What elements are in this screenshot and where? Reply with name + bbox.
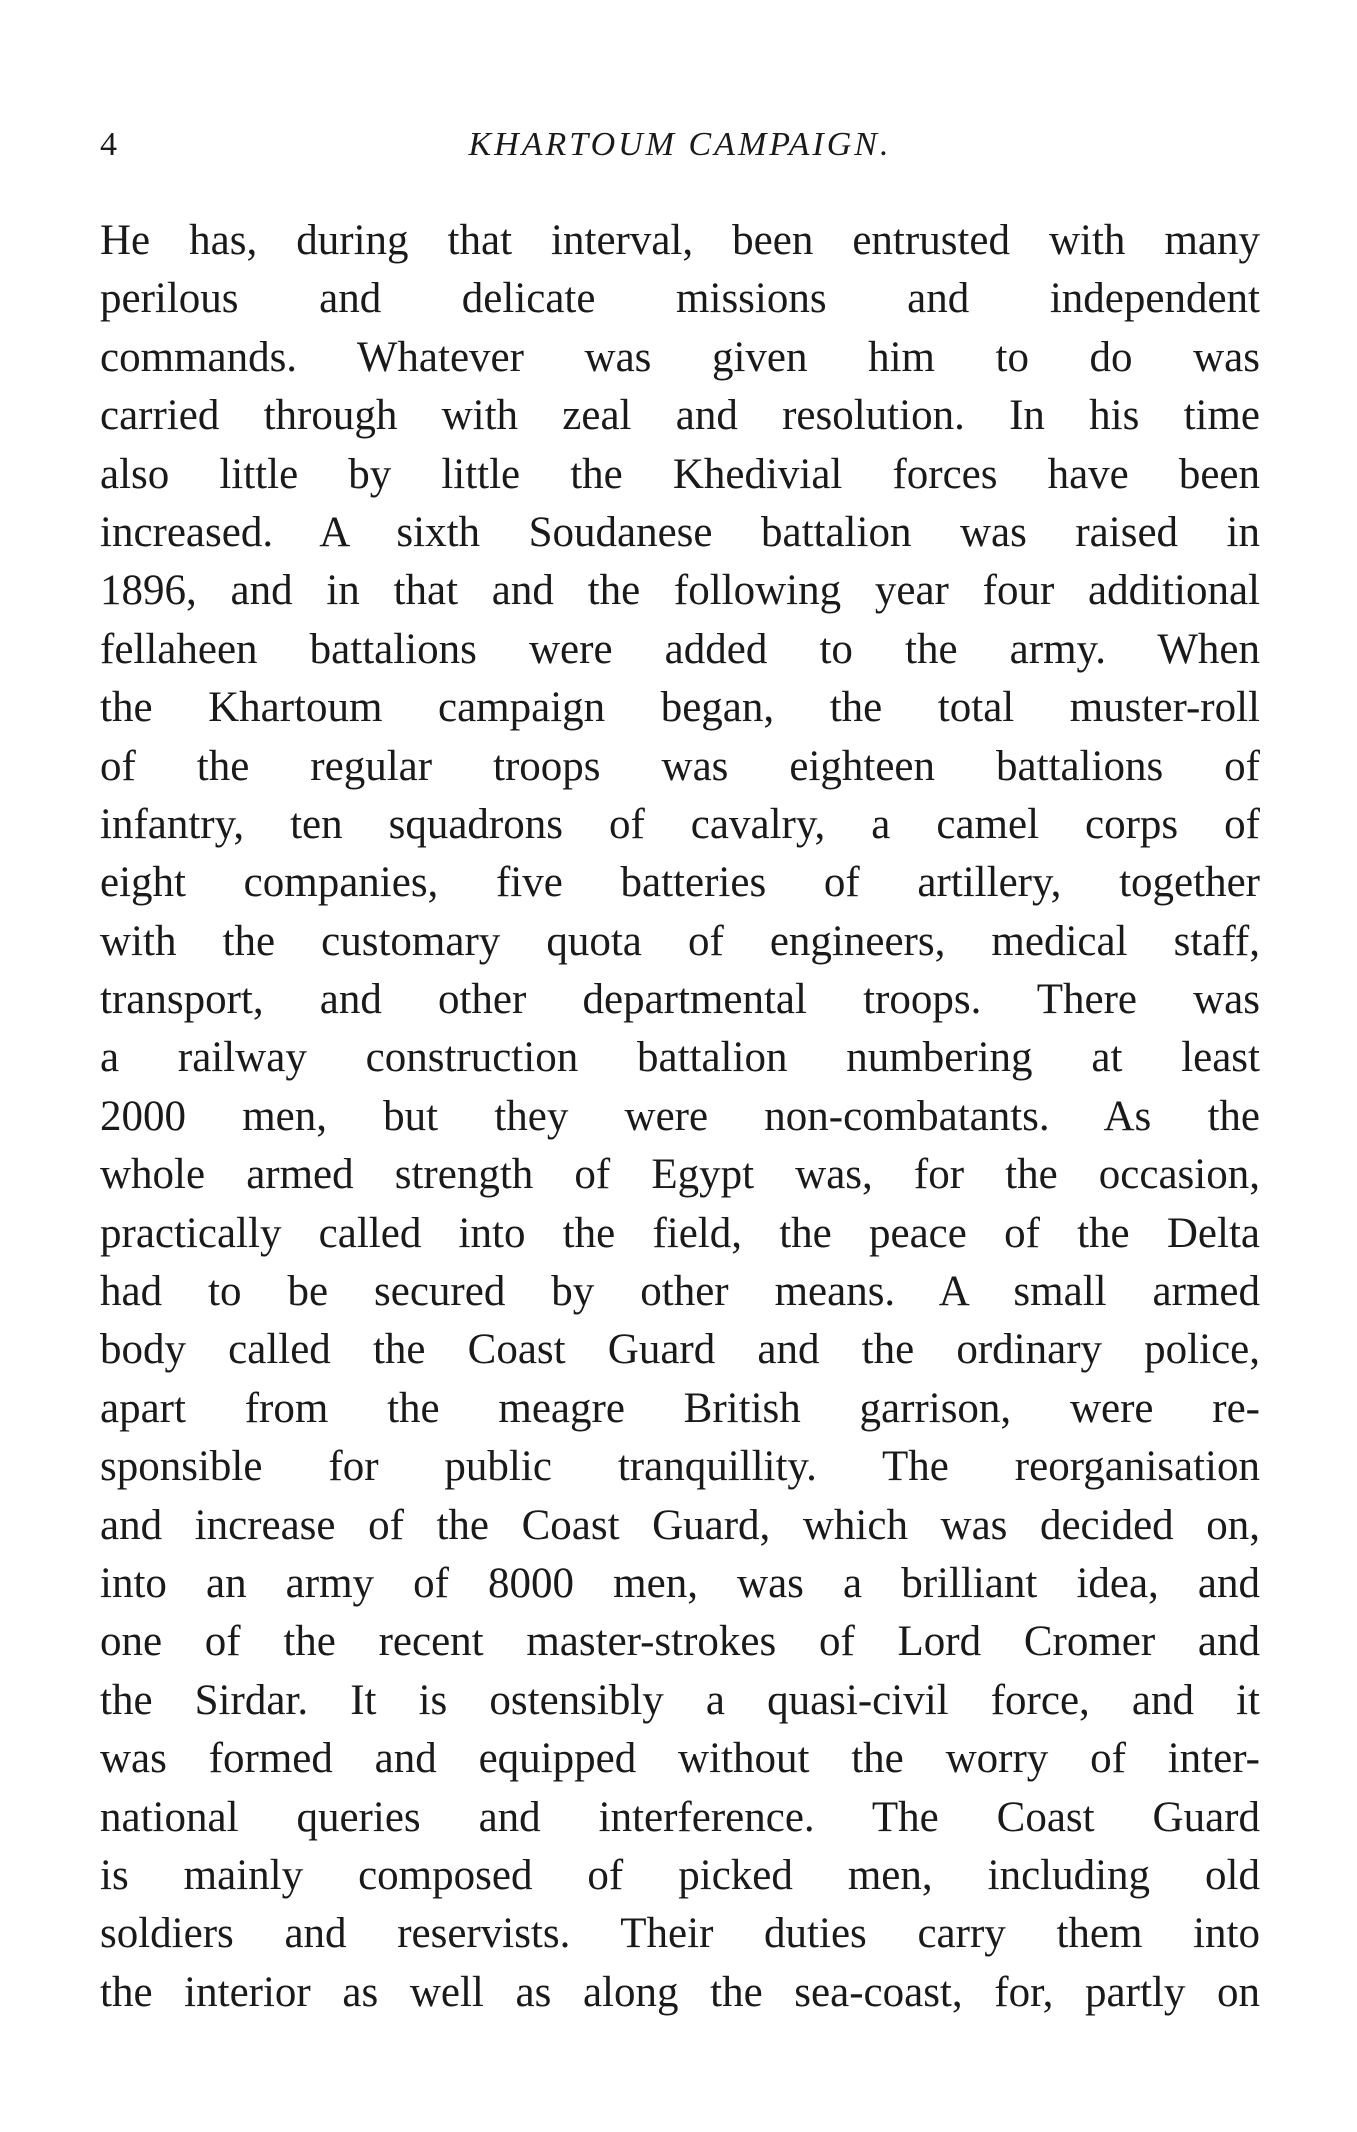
text-line: with the customary quota of engineers, medical staff, — [100, 917, 1260, 965]
text-line: commands. Whatever was given him to do was — [100, 333, 1260, 381]
page-number: 4 — [100, 126, 117, 163]
text-line: soldiers and reservists. Their duties carry them into — [100, 1910, 1260, 1958]
text-line: the interior as well as along the sea-coast, for, partly on — [100, 1968, 1260, 2016]
text-line: apart from the meagre British garrison, were re- — [100, 1384, 1260, 1432]
text-line: of the regular troops was eighteen battalions of — [100, 742, 1260, 790]
text-line: practically called into the field, the peace of the Delta — [100, 1209, 1260, 1257]
text-line: sponsible for public tranquillity. The reorganisation — [100, 1443, 1260, 1491]
running-head — [100, 122, 1260, 168]
text-line: 2000 men, but they were non-combatants. As the — [100, 1092, 1260, 1140]
text-line: is mainly composed of picked men, including old — [100, 1851, 1260, 1899]
text-line: body called the Coast Guard and the ordinary police, — [100, 1326, 1260, 1374]
text-line: national queries and interference. The Coast Guard — [100, 1793, 1260, 1841]
text-line: the Sirdar. It is ostensibly a quasi-civil force, and it — [100, 1676, 1260, 1724]
text-line: perilous and delicate missions and independent — [100, 275, 1260, 323]
text-line: also little by little the Khedivial forces have been — [100, 450, 1260, 498]
text-line: increased. A sixth Soudanese battalion was raised in — [100, 508, 1260, 556]
text-line: whole armed strength of Egypt was, for the occasion, — [100, 1151, 1260, 1199]
text-line: and increase of the Coast Guard, which was decided on, — [100, 1501, 1260, 1549]
page-header-title: KHARTOUM CAMPAIGN. — [468, 126, 892, 163]
text-line: carried through with zeal and resolution. In his time — [100, 392, 1260, 440]
text-line: 1896, and in that and the following year four additional — [100, 567, 1260, 615]
text-line: eight companies, five batteries of artillery, together — [100, 859, 1260, 907]
body-text — [100, 212, 1260, 2022]
text-line: had to be secured by other means. A small armed — [100, 1268, 1260, 1316]
text-line: He has, during that interval, been entrusted with many — [100, 217, 1260, 264]
text-line: a railway construction battalion numbering at least — [100, 1034, 1260, 1082]
text-line: fellaheen battalions were added to the army. When — [100, 625, 1260, 673]
text-line: was formed and equipped without the worry of inter- — [100, 1735, 1260, 1783]
text-line: into an army of 8000 men, was a brilliant idea, and — [100, 1559, 1260, 1607]
text-line: the Khartoum campaign began, the total muster-roll — [100, 684, 1260, 732]
text-line: transport, and other departmental troops. There was — [100, 976, 1260, 1024]
text-line: one of the recent master-strokes of Lord Cromer and — [100, 1618, 1260, 1666]
text-line: infantry, ten squadrons of cavalry, a camel corps of — [100, 800, 1260, 848]
